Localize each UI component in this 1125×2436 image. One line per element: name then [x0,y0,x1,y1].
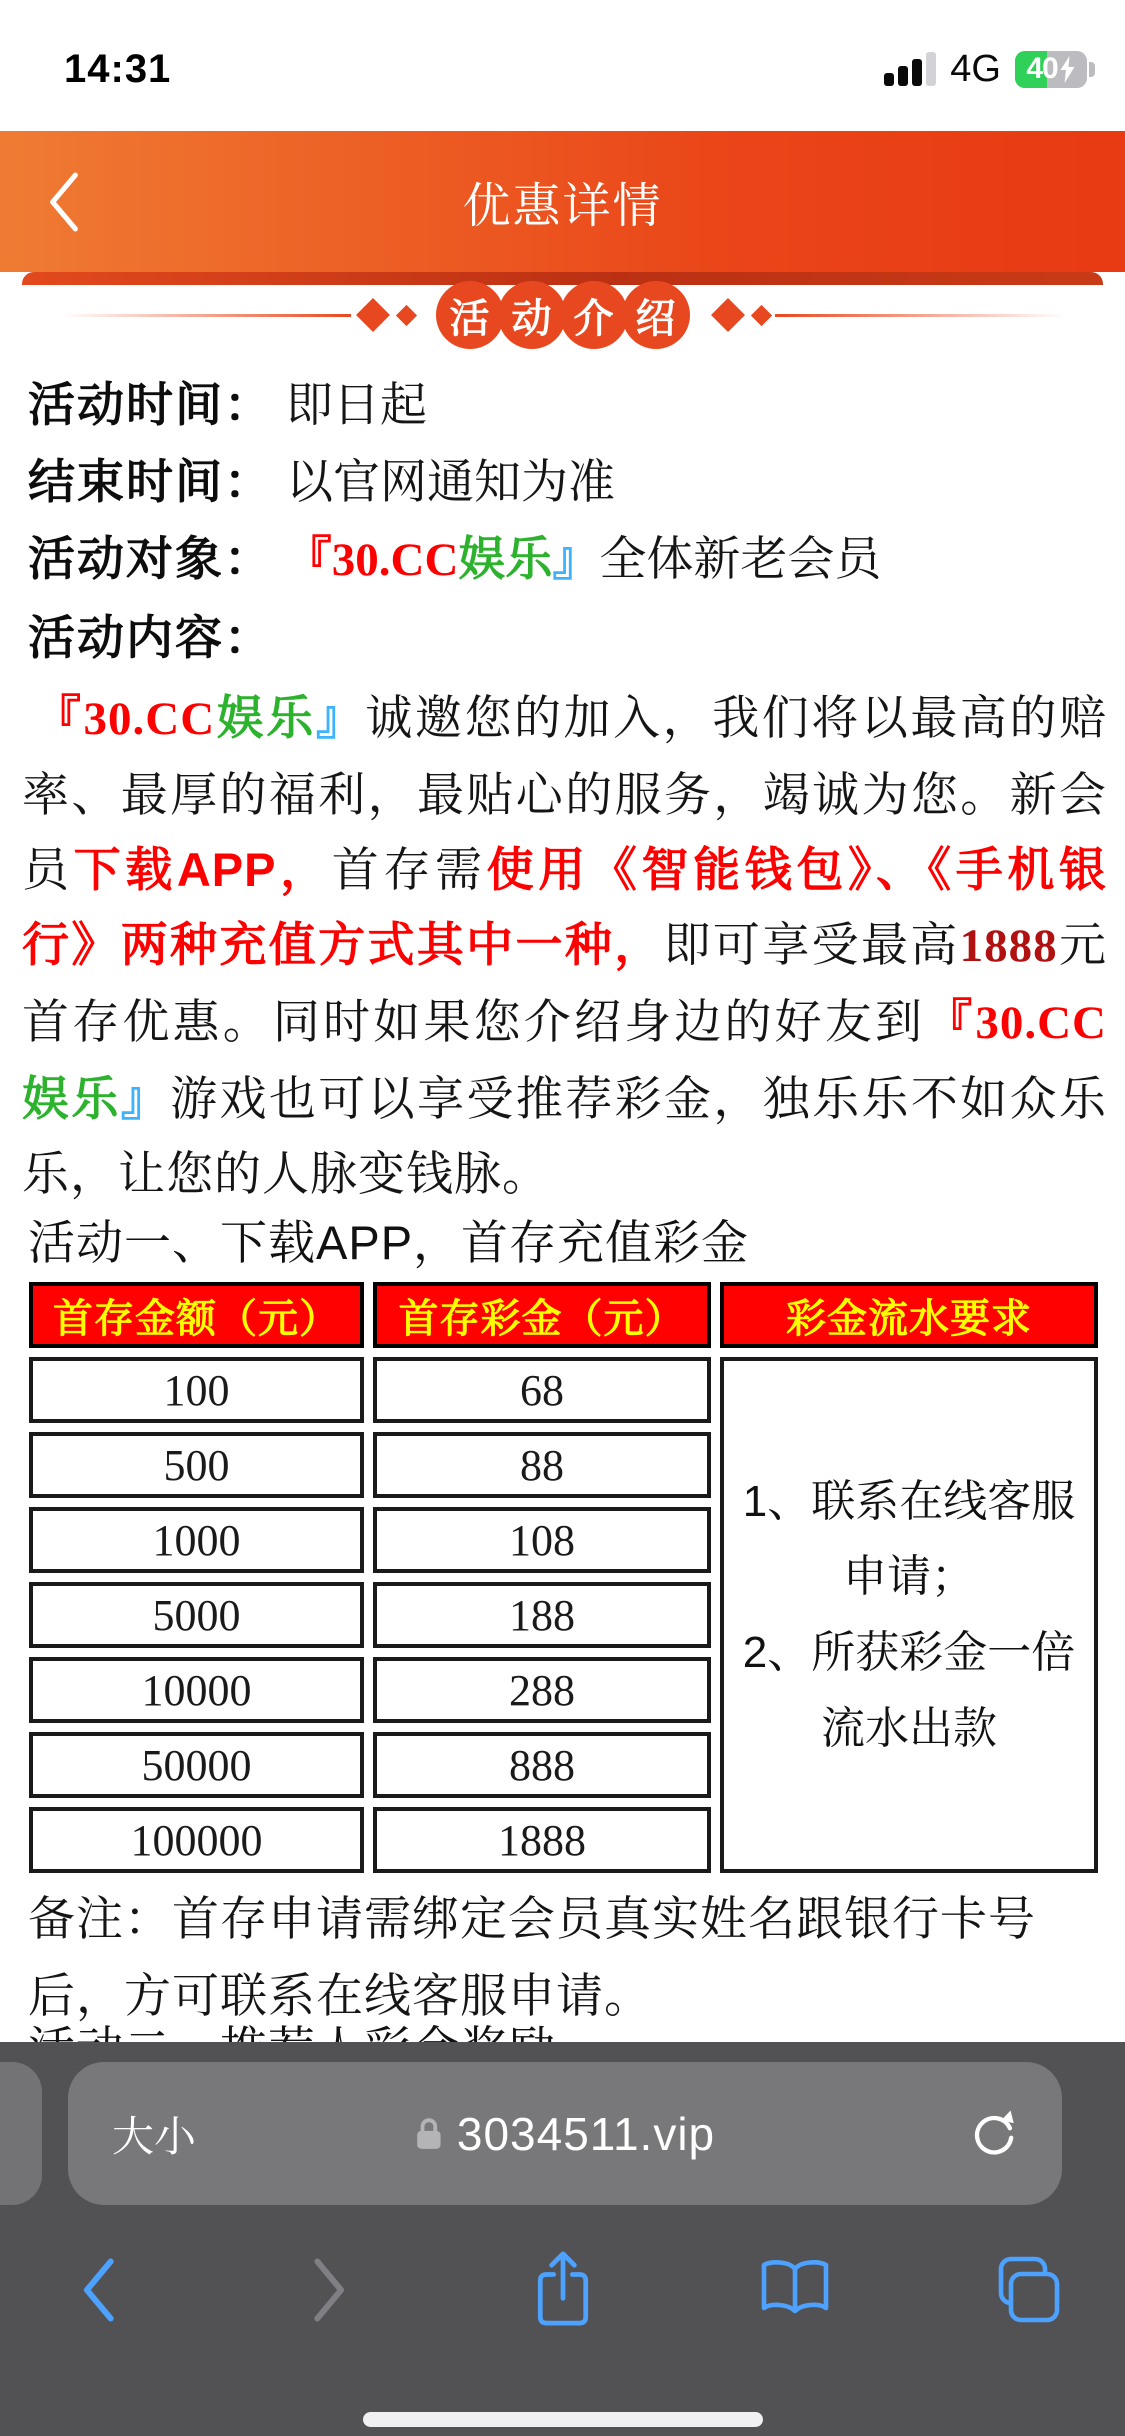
bookmarks-button[interactable] [755,2247,835,2333]
address-bar[interactable] [68,2062,1062,2205]
share-icon [532,2248,594,2332]
badge-circle: 绍 [622,281,690,349]
text-segment: 首存需 [331,843,487,896]
table-cell: 50000 [29,1732,364,1798]
text-segment: 游戏也可以享受推荐彩金，独乐乐不如众乐乐，让您的人脉变钱脉。 [22,1072,1108,1200]
text-segment: 『30.CC [273,534,459,586]
text-segment: 『30.CC [925,997,1107,1049]
table-cell: 100000 [29,1807,364,1873]
table-cell: 188 [373,1582,711,1648]
text-segment: 活动内容： [28,611,273,664]
activity-intro-badge-row [0,276,1125,354]
safari-toolbar [0,2242,1125,2338]
text-segment: 元首存优惠。同时如果您介绍身边的好友到 [22,918,1108,1048]
req-line: 2、所获彩金一倍流水出款 [742,1628,1076,1753]
table-cell: 10000 [29,1657,364,1723]
table-cell: 68 [373,1357,711,1423]
table-column-amount [29,1282,364,1873]
text-segment: 1888 [959,920,1058,972]
section1-title: 活动一、下载APP，首存充值彩金 [28,1216,750,1269]
table-header-amount: 首存金额（元） [29,1282,364,1348]
diamond-icon [750,304,771,325]
book-icon [757,2257,833,2323]
text-segment: 下载APP， [73,843,332,896]
tabs-button[interactable] [987,2247,1067,2333]
table-cell: 888 [373,1732,711,1798]
diamond-icon [395,304,416,325]
domain-group [415,2107,715,2161]
activity-info [28,366,1103,676]
table-cell: 108 [373,1507,711,1573]
text-segment: 活动对象： [28,532,273,585]
badge-circle: 活 [436,281,504,349]
decor-line-right [775,314,1065,317]
battery-icon [1015,51,1087,88]
table-cell: 288 [373,1657,711,1723]
cellular-signal-icon [884,52,936,86]
text-segment: 娱乐 [215,691,316,744]
text-segment: 即可享受最高 [663,918,960,971]
text-segment: 诚邀您的加入，我们将以最高的赔率、最厚的福利，最贴心的服务，竭诚为您。新会员 [22,691,1108,896]
chevron-left-icon [47,170,81,234]
table-column-bonus [373,1282,711,1873]
text-segment: 』 [120,1072,171,1125]
network-type-label: 4G [950,47,1001,90]
clock: 14:31 [64,46,172,91]
refresh-icon [966,2106,1022,2162]
forward-nav-button[interactable] [290,2247,370,2333]
badge-circle: 介 [560,281,628,349]
note-text: 备注：首存申请需绑定会员真实姓名跟银行卡号后，方可联系在线客服申请。 [28,1892,1036,2022]
charging-bolt-icon [1059,56,1076,83]
share-button[interactable] [523,2247,603,2333]
promo-paragraph [22,680,1107,1211]
page-title: 优惠详情 [462,180,663,233]
requirements-cell [720,1357,1098,1873]
text-segment: 使用《智能钱包》、《手机银行》两种充值方式其中一种， [22,843,1108,971]
table-cell: 1888 [373,1807,711,1873]
status-icons [884,48,1095,91]
page-header [0,131,1125,272]
text-segment: 『30.CC [34,693,216,745]
table-cell: 1000 [29,1507,364,1573]
table-column-requirements [720,1282,1098,1873]
adjacent-tab-edge[interactable] [0,2062,42,2205]
table-header-requirements: 彩金流水要求 [720,1282,1098,1348]
activity-intro-badge [436,281,690,349]
table-cell: 100 [29,1357,364,1423]
text-segment: 结束时间： [28,455,273,508]
text-segment: 娱乐 [22,1072,121,1125]
table-cell: 88 [373,1432,711,1498]
req-line: 1、联系在线客服申请； [742,1476,1076,1602]
diamond-icon [711,298,745,332]
text-segment: 』 [315,691,366,744]
back-nav-button[interactable] [58,2247,138,2333]
diamond-icon [356,298,390,332]
table-cell: 500 [29,1432,364,1498]
decor-line-left [61,314,351,317]
activity-target-line [28,520,1103,599]
safari-bottom-bar [0,2042,1125,2436]
home-indicator[interactable] [363,2412,763,2427]
deposit-bonus-table [29,1282,1098,1873]
activity-content-label [28,599,1103,676]
table-header-bonus: 首存彩金（元） [373,1282,711,1348]
text-segment: 以官网通知为准 [273,455,616,508]
font-size-button[interactable]: 大小 [112,2112,197,2160]
status-bar [0,0,1125,120]
text-segment: 活动时间： [28,378,273,431]
chevron-right-icon [311,2255,349,2325]
lock-icon [415,2117,443,2151]
back-button[interactable] [44,167,84,237]
tabs-icon [991,2254,1063,2326]
battery-nub [1089,62,1095,77]
chevron-left-icon [79,2255,117,2325]
text-segment: 全体新老会员 [599,532,882,585]
table-cell: 5000 [29,1582,364,1648]
url-text: 3034511.vip [456,2107,716,2160]
refresh-button[interactable] [964,2104,1024,2164]
activity-time-line [28,366,1103,443]
end-time-line [28,443,1103,520]
badge-circle: 动 [498,281,566,349]
text-segment: 即日起 [273,378,428,431]
battery-percent: 40 [1026,52,1058,85]
text-segment: 』 [552,532,600,585]
text-segment: 娱乐 [458,532,553,585]
